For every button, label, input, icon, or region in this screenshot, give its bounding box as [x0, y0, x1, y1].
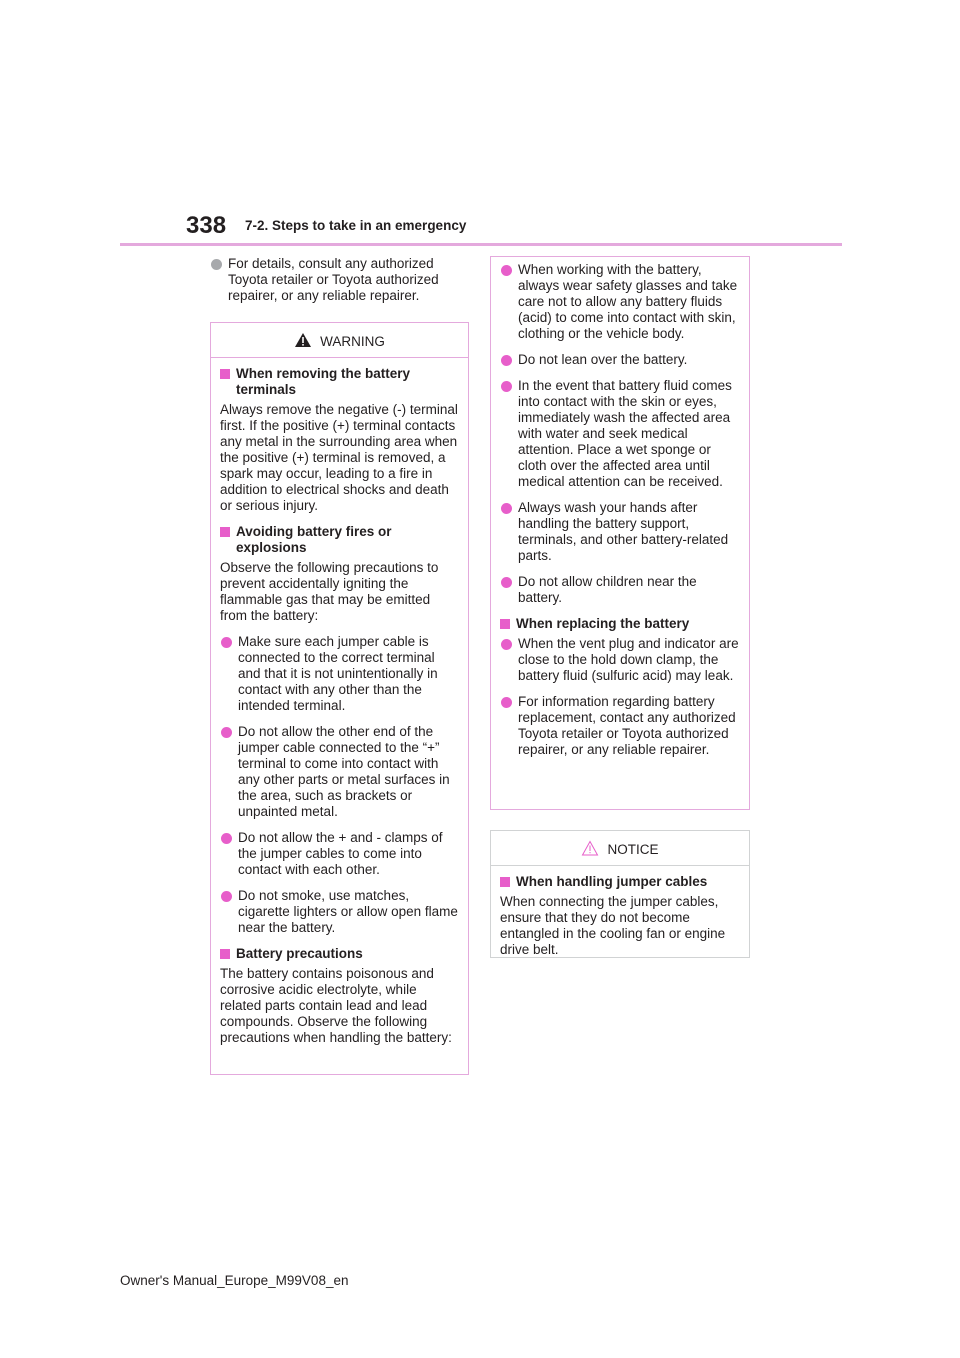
warning-label: WARNING — [320, 334, 385, 349]
list-item: For information regarding battery replacement, contact any authorized Toyota retailer or Toyota authorized repairer, or any reliable repairer. — [500, 694, 740, 758]
section-heading: When handling jumper cables — [500, 874, 740, 890]
list-item: Make sure each jumper cable is connected to the correct terminal and that it is not unintentionally in contact with any other than the intended terminal. — [220, 634, 459, 714]
page-number: 338 — [186, 212, 227, 239]
square-bullet-icon — [500, 619, 510, 629]
square-bullet-icon — [220, 949, 230, 959]
warning-box — [210, 322, 469, 1075]
bullet-icon — [221, 727, 232, 738]
warning-triangle-icon — [294, 332, 312, 348]
paragraph: When connecting the jumper cables, ensure that they do not become entangled in the cooling fan or engine drive belt. — [500, 894, 726, 957]
bullet-icon — [221, 891, 232, 902]
list-item: Always wash your hands after handling the battery support, terminals, and other battery-related parts. — [500, 500, 740, 564]
notice-box — [490, 830, 750, 958]
square-bullet-icon — [220, 369, 230, 379]
warning-header — [211, 323, 468, 358]
list-item: For details, consult any authorized Toyota retailer or Toyota authorized repairer, or any reliable repairer. — [210, 256, 472, 304]
paragraph: The battery contains poisonous and corrosive acidic electrolyte, while related parts contain lead and lead compounds. Observe the following precautions when handling the battery: — [220, 966, 452, 1045]
section-heading: Battery precautions — [220, 946, 459, 962]
bullet-icon — [501, 355, 512, 366]
bullet-icon — [501, 381, 512, 392]
bullet-icon — [501, 697, 512, 708]
list-item: Do not lean over the battery. — [500, 352, 740, 368]
section-title: 7-2. Steps to take in an emergency — [245, 218, 467, 233]
notice-label: NOTICE — [607, 842, 659, 857]
bullet-icon — [211, 259, 222, 270]
page-header — [0, 0, 960, 250]
bullet-icon — [221, 833, 232, 844]
paragraph: Always remove the negative (-) terminal first. If the positive (+) terminal contacts any metal in the surrounding area when the positive (+) terminal is removed, a spark may occur, leading to a fire in addition to electrical shocks and death or serious injury. — [220, 402, 458, 513]
bullet-icon — [501, 503, 512, 514]
footer-manual-id: Owner's Manual_Europe_M99V08_en — [120, 1273, 349, 1288]
list-item: In the event that battery fluid comes into contact with the skin or eyes, immediately wash the affected area with water and seek medical attention. Place a wet sponge or cloth over the affected area until medical attention can be received. — [500, 378, 740, 490]
header-rule — [120, 243, 842, 246]
section-heading: Avoiding battery fires or explosions — [220, 524, 459, 556]
bullet-icon — [501, 265, 512, 276]
bullet-icon — [501, 639, 512, 650]
section-heading: When replacing the battery — [500, 616, 740, 632]
list-item: Do not allow the other end of the jumper cable connected to the “+” terminal to come into contact with any other parts or metal surfaces in the area, such as brackets or unpainted metal. — [220, 724, 459, 820]
intro-note — [210, 256, 472, 314]
warning-continued-box — [490, 256, 750, 810]
list-item: When working with the battery, always wear safety glasses and take care not to allow any battery fluids (acid) to come into contact with skin, clothing or the vehicle body. — [500, 262, 740, 342]
square-bullet-icon — [500, 877, 510, 887]
paragraph: Observe the following precautions to prevent accidentally igniting the flammable gas that may be emitted from the battery: — [220, 560, 439, 623]
notice-header — [491, 831, 749, 866]
list-item: When the vent plug and indicator are close to the hold down clamp, the battery fluid (sulfuric acid) may leak. — [500, 636, 740, 684]
bullet-icon — [501, 577, 512, 588]
bullet-icon — [221, 637, 232, 648]
list-item: Do not allow children near the battery. — [500, 574, 740, 606]
list-item: Do not smoke, use matches, cigarette lighters or allow open flame near the battery. — [220, 888, 459, 936]
list-item: Do not allow the + and - clamps of the jumper cables to come into contact with each other. — [220, 830, 459, 878]
section-heading: When removing the battery terminals — [220, 366, 459, 398]
square-bullet-icon — [220, 527, 230, 537]
notice-triangle-icon — [581, 840, 599, 856]
